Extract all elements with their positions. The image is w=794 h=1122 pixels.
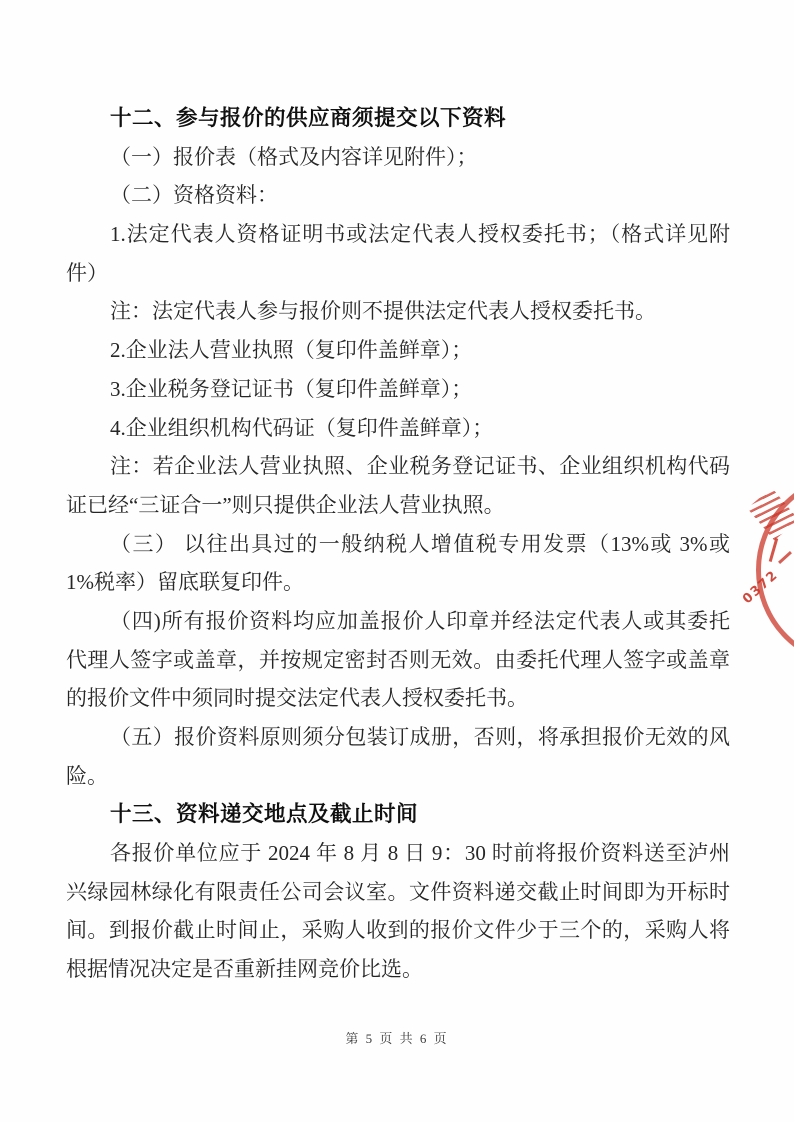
text-line: 1.法定代表人资格证明书或法定代表人授权委托书；（格式详见附 bbox=[110, 222, 730, 247]
text-line: 代理人签字或盖章，并按规定密封否则无效。由委托代理人签字或盖章 bbox=[66, 647, 730, 672]
text-line: 件） bbox=[66, 260, 108, 285]
text-line: （三） 以往出具过的一般纳税人增值税专用发票（13%或 3%或 bbox=[110, 531, 730, 556]
text-line: 2.企业法人营业执照（复印件盖鲜章）； bbox=[110, 338, 473, 363]
text-line: 根据情况决定是否重新挂网竞价比选。 bbox=[66, 957, 423, 982]
text-line: （四)所有报价资料均应加盖报价人印章并经法定代表人或其委托 bbox=[110, 608, 730, 633]
section-heading: 十二、参与报价的供应商须提交以下资料 bbox=[110, 106, 507, 130]
text-line: 证已经“三证合一”则只提供企业法人营业执照。 bbox=[66, 492, 505, 517]
text-line: 各报价单位应于 2024 年 8 月 8 日 9：30 时前将报价资料送至泸州 bbox=[110, 841, 730, 866]
text-line: 1%税率）留底联复印件。 bbox=[66, 570, 304, 595]
document-body bbox=[66, 99, 730, 989]
text-line: 兴绿园林绿化有限责任公司会议室。文件资料递交截止时间即为开标时 bbox=[66, 879, 730, 904]
text-line: 3.企业税务登记证书（复印件盖鲜章）； bbox=[110, 376, 473, 401]
text-line: 注：法定代表人参与报价则不提供法定代表人授权委托书。 bbox=[110, 299, 656, 324]
text-line: 的报价文件中须同时提交法定代表人授权委托书。 bbox=[66, 686, 528, 711]
text-line: （一）报价表（格式及内容详见附件）； bbox=[110, 144, 478, 169]
page-number: 第 5 页 共 6 页 bbox=[345, 1031, 449, 1046]
text-line: 4.企业组织机构代码证（复印件盖鲜章）； bbox=[110, 415, 494, 440]
seal-digits: 0372 bbox=[739, 567, 782, 608]
text-line: 间。到报价截止时间止，采购人收到的报价文件少于三个的，采购人将 bbox=[66, 918, 730, 943]
text-line: 险。 bbox=[66, 763, 108, 788]
text-line: （二）资格资料： bbox=[110, 183, 278, 208]
text-line: （五）报价资料原则须分包装订成册，否则，将承担报价无效的风 bbox=[110, 725, 730, 749]
text-line: 注：若企业法人营业执照、企业税务登记证书、企业组织机构代码 bbox=[110, 454, 730, 479]
section-heading: 十三、资料递交地点及截止时间 bbox=[110, 802, 419, 827]
